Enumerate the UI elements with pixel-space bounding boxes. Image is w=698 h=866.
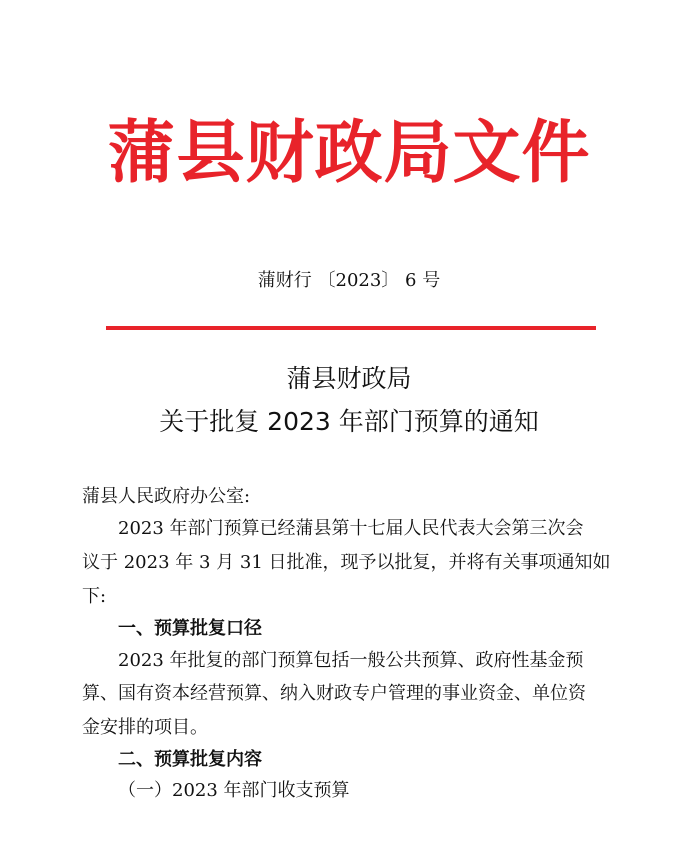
subsection-1-heading: （一）2023 年部门收支预算 (118, 780, 350, 801)
addressee: 蒲县人民政府办公室: (82, 486, 251, 507)
paragraph-1-line-1: 2023 年部门预算已经蒲县第十七届人民代表大会第三次会 (118, 518, 584, 539)
red-divider-line (106, 326, 596, 330)
issuer-header-title: 蒲县财政局文件 (107, 113, 591, 193)
document-number: 蒲财行 〔2023〕 6 号 (257, 270, 441, 291)
notice-title-line-1: 蒲县财政局 (286, 364, 412, 393)
section-2-heading: 二、预算批复内容 (118, 749, 262, 770)
paragraph-2-line-3: 金安排的项目。 (82, 717, 208, 738)
section-1-heading: 一、预算批复口径 (118, 618, 262, 639)
paragraph-2-line-1: 2023 年批复的部门预算包括一般公共预算、政府性基金预 (118, 650, 584, 671)
notice-title-line-2: 关于批复 2023 年部门预算的通知 (159, 407, 539, 436)
paragraph-1-line-2: 议于 2023 年 3 月 31 日批准，现予以批复，并将有关事项通知如 (82, 552, 611, 573)
paragraph-2-line-2: 算、国有资本经营预算、纳入财政专户管理的事业资金、单位资 (82, 683, 586, 704)
paragraph-1-line-3: 下: (82, 586, 107, 607)
